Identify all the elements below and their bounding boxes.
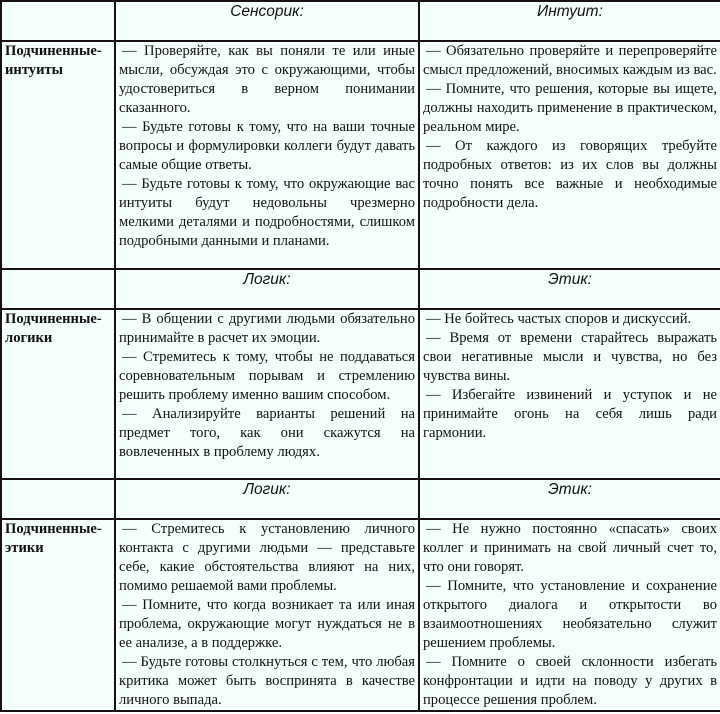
- advice-cell: [115, 519, 419, 711]
- advice-cell: [115, 41, 419, 269]
- column-header-ethic: Этик:: [419, 269, 720, 309]
- advice-item: — Помните, что решения, которые вы ищете, должны находить применение в практическом, реальном мире.: [423, 81, 717, 135]
- table-row: [1, 309, 720, 479]
- column-header-intuit: Интуит:: [419, 1, 720, 41]
- advice-item: — Помните, что установление и сохранение открытого диалога и открытости во взаимоотношениях необязательно служит решением проблемы.: [423, 578, 717, 651]
- advice-item: — Будьте готовы к тому, что окружающие вас интуиты будут недовольны чрезмерно мелкими деталями и подробностями, слишком подробными данными и планами.: [119, 176, 415, 249]
- column-header-logic: Логик:: [115, 479, 419, 519]
- advice-item: — Время от времени старайтесь выражать свои негативные мысли и чувства, но без чувства вины.: [423, 330, 717, 384]
- advice-item: — Обязательно проверяйте и перепроверяйте смысл предложений, вносимых каждым из вас.: [423, 43, 717, 78]
- advice-cell: [115, 309, 419, 479]
- advice-cell: [419, 309, 720, 479]
- advice-item: — Помните, что когда возникает та или иная проблема, окружающие могут нуждаться не в ее анализе, а в поддержке.: [119, 597, 415, 651]
- row-label-ethic-subordinates: [1, 519, 115, 711]
- table-row: [1, 519, 720, 711]
- empty-corner-cell: [1, 479, 115, 519]
- row-label-intuit-subordinates: [1, 41, 115, 269]
- advice-item: — Стремитесь к тому, чтобы не поддаваться соревновательным порывам и стремлению решить проблему именно вашим способом.: [119, 349, 415, 403]
- column-header-sensor: Сенсорик:: [115, 1, 419, 41]
- advice-item: — Не нужно постоянно «спасать» своих коллег и принимать на свой личный счет то, что они говорят.: [423, 521, 717, 575]
- advice-cell: [419, 519, 720, 711]
- advice-item: — Будьте готовы столкнуться с тем, что любая критика может быть воспринята в качестве личного выпада.: [119, 654, 415, 708]
- advice-item: — Проверяйте, как вы поняли те или иные мысли, обсуждая это с окружающими, чтобы удостовериться в верном понимании сказанного.: [119, 43, 415, 116]
- row-label-line: Подчиненные-: [5, 521, 102, 537]
- section-header-row: [1, 269, 720, 309]
- empty-corner-cell: [1, 269, 115, 309]
- row-label-line: логики: [5, 330, 53, 346]
- advice-item: — Не бойтесь частых споров и дискуссий.: [426, 311, 692, 327]
- advice-cell: [419, 41, 720, 269]
- row-label-line: Подчиненные-: [5, 43, 102, 59]
- advice-item: — Избегайте извинений и уступок и не принимайте огонь на себя лишь ради гармонии.: [423, 387, 717, 441]
- advice-item: — Стремитесь к установлению личного контакта с другими людьми — представьте себе, какие обстоятельства влияют на них, помимо решаемой вами проблемы.: [119, 521, 415, 594]
- column-header-logic: Логик:: [115, 269, 419, 309]
- section-header-row: [1, 479, 720, 519]
- advice-item: — В общении с другими людьми обязательно принимайте в расчет их эмоции.: [119, 311, 415, 346]
- advice-item: — Будьте готовы к тому, что на ваши точные вопросы и формулировки коллеги будут давать самые общие ответы.: [119, 119, 415, 173]
- column-header-ethic: Этик:: [419, 479, 720, 519]
- advice-item: — От каждого из говорящих требуйте подробных ответов: из их слов вы должны точно понять все важные и необходимые подробности дела.: [423, 138, 717, 211]
- advice-item: — Помните о своей склонности избегать конфронтации и идти на поводу у других в процессе решения проблем.: [423, 654, 717, 708]
- section-header-row: [1, 1, 720, 41]
- table-row: [1, 41, 720, 269]
- row-label-line: интуиты: [5, 62, 64, 78]
- empty-corner-cell: [1, 1, 115, 41]
- row-label-line: Подчиненные-: [5, 311, 102, 327]
- row-label-line: этики: [5, 540, 44, 556]
- advice-item: — Анализируйте варианты решений на предмет того, как они скажутся на вовлеченных в проблему людях.: [119, 406, 415, 460]
- row-label-logic-subordinates: [1, 309, 115, 479]
